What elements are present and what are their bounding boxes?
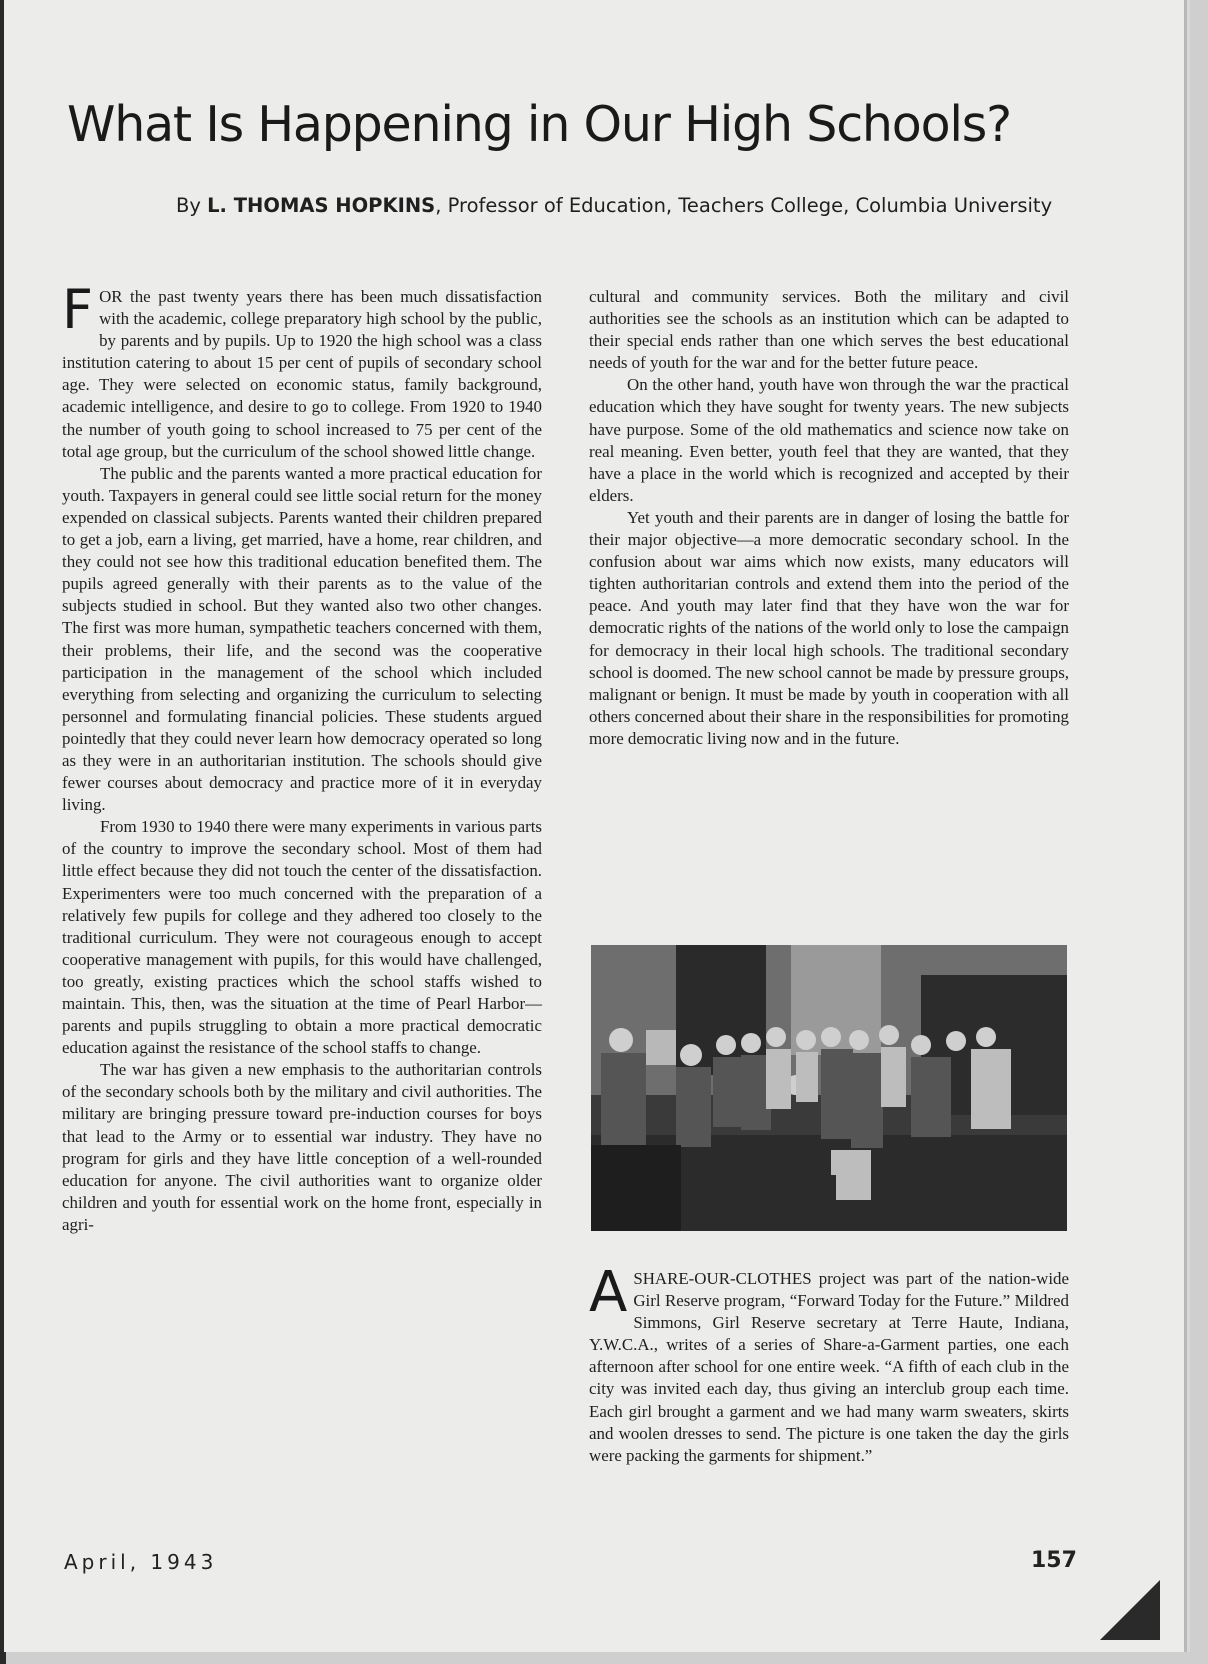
byline-prefix: By	[176, 194, 208, 217]
photo-caption	[589, 1260, 1069, 1467]
photo-illustration	[591, 945, 1067, 1231]
paragraph-2: The public and the parents wanted a more practical education for youth. Taxpayers in general could see little social return for the money expended on classical subjects. Parents wanted their children prepared to get a job, earn a living, get married, have a home, rear children, and they could not see how this traditional education benefited them. The pupils agreed generally with their parents as to the value of the subjects studied in school. But they wanted also two other changes. The first was more human, sympathetic teachers concerned with them, their problems, their life, and the second was the cooperative participation in the management of the school which included everything from selecting and organizing the curriculum to selecting personnel and formulating financial policies. These students argued pointedly that they could never learn how democracy operated so long as they were in an authoritarian institution. The schools should give fewer courses about democracy and practice more of it in everyday living.	[62, 463, 542, 815]
issue-date: April, 1943	[64, 1550, 218, 1574]
author-name: L. THOMAS HOPKINS	[207, 194, 436, 217]
paragraph-3: From 1930 to 1940 there were many experiments in various parts of the country to improve the secondary school. Most of them had little effect because they did not touch the center of the dissatisfaction. Experimenters were too much concerned with the preparation of a relatively few pupils for college and they adhered too closely to the traditional curriculum. They were not courageous enough to accept cooperative management with pupils, for this would have challenged, too greatly, existing practices which the school staffs wished to maintain. This, then, was the situation at the time of Pearl Harbor—parents and pupils struggling to obtain a more practical democratic education against the resistance of the school staffs to change.	[62, 817, 542, 1058]
article-title: What Is Happening in Our High Schools?	[67, 96, 1011, 153]
caption-text: SHARE-OUR-CLOTHES project was part of the nation-wide Girl Reserve program, “Forward Today for the Future.” Mildred Simmons, Girl Reserve secretary at Terre Haute, Indiana, Y.W.C.A., writes of a series of Share-a-Garment parties, one each afternoon after school for one entire week. “A fifth of each club in the city was invited each day, thus giving an interclub group each time. Each girl brought a garment and we had many warm sweaters, skirts and woolen dresses to send. The picture is one taken the day the girls were packing the garments for shipment.”	[589, 1269, 1069, 1465]
paragraph-1	[62, 278, 542, 463]
paragraph-5: On the other hand, youth have won through the war the practical education which they have sought for twenty years. The new subjects have purpose. Some of the old mathematics and science now take on real meaning. Even better, youth feel that they are wanted, that they have a place in the world which is recognized and accepted by their elders.	[589, 375, 1069, 505]
left-column	[62, 278, 542, 1236]
author-affiliation: , Professor of Education, Teachers College, Columbia University	[435, 194, 1053, 217]
drop-cap: F	[62, 278, 94, 341]
page-number: 157	[1031, 1548, 1077, 1573]
right-column	[589, 286, 1069, 750]
magazine-page	[4, 0, 1184, 1652]
paragraph-4-continued: cultural and community services. Both the military and civil authorities see the schools as an institution which can be adapted to their special ends rather than one which serves the best educational needs of youth for the war and for the better future peace.	[589, 287, 1069, 373]
group-photo	[591, 945, 1067, 1231]
byline	[176, 194, 1076, 217]
page-corner-fold	[1100, 1580, 1160, 1640]
paragraph-6: Yet youth and their parents are in danger of losing the battle for their major objective—a more democratic secondary school. In the confusion about war aims which now exists, many educators will tighten authoritarian controls and extend them into the period of the peace. And youth may later find that they have won the war for democratic rights of the nations of the world only to lose the campaign for democracy in their local high schools. The traditional secondary school is doomed. The new school cannot be made by pressure groups, malignant or benign. It must be made by youth in cooperation with all others concerned about their share in the responsibilities for promoting more democratic living now and in the future.	[589, 507, 1069, 748]
paragraph-4: The war has given a new emphasis to the authoritarian controls of the secondary schools both by the military and civil authorities. The military are bringing pressure toward pre-induction courses for boys that lead to the Army or to essential war industry. They have no program for girls and they have little conception of a well-rounded education for anyone. The civil authorities want to organize older children and youth for essential work on the home front, especially in agri-	[62, 1060, 542, 1234]
paragraph-1-text: OR the past twenty years there has been much dissatisfaction with the academic, college preparatory high school by the public, by parents and by pupils. Up to 1920 the high school was a class institution catering to about 15 per cent of pupils of secondary school age. They were selected on economic status, family background, academic intelligence, and desire to go to college. From 1920 to 1940 the number of youth going to school increased to 75 per cent of the total age group, but the curriculum of the school showed little change.	[62, 287, 542, 461]
caption-drop-cap: A	[589, 1260, 628, 1325]
